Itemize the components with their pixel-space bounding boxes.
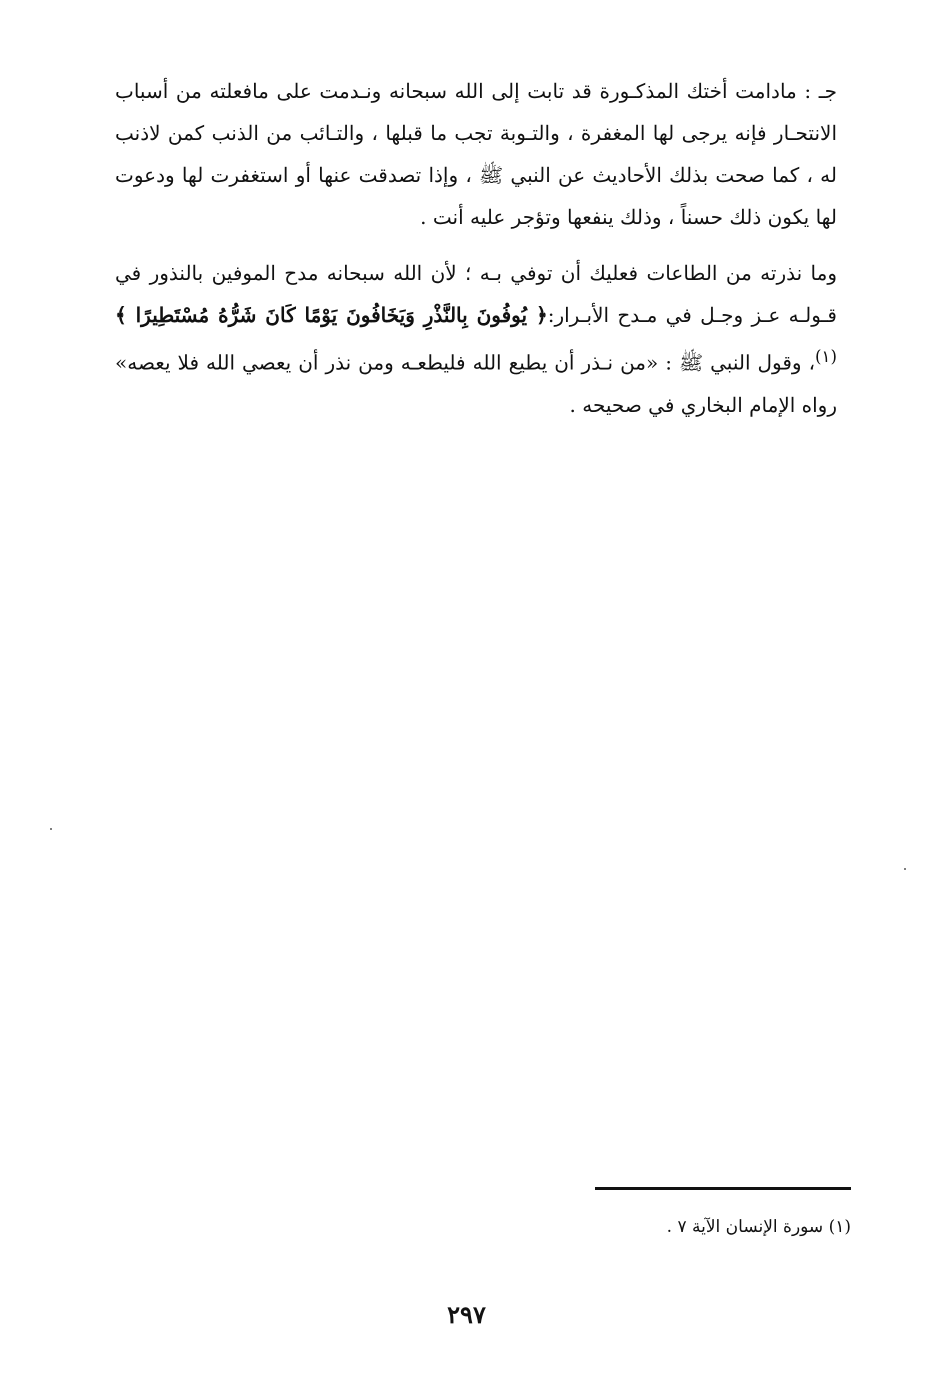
quran-verse: ﴿ يُوفُونَ بِالنَّذْرِ وَيَخَافُونَ يَوْمًا كَانَ شَرُّهُ مُسْتَطِيرًا ﴾	[115, 303, 548, 327]
footnote-divider	[595, 1187, 851, 1190]
vow-rest: ، وقول النبي ﷺ : «من نـذر أن يطيع الله فليطعـه ومن نذر أن يعصي الله فلا يعصه» رواه الإمام البخاري في صحيحه .	[115, 350, 837, 417]
vow-paragraph	[115, 252, 837, 426]
footnote-reference: (١)	[815, 347, 837, 366]
answer-paragraph: جـ : مادامت أختك المذكـورة قد تابت إلى الله سبحانه ونـدمت على مافعلته من أسباب الانتحـار فإنه يرجى لها المغفرة ، والتـوبة تجب ما قبلها ، والتـائب من الذنب كمن لاذنب له ، كما صحت بذلك الأحاديث عن النبي ﷺ ، وإذا تصدقت عنها أو استغفرت لها ودعوت لها يكون ذلك حسناً ، وذلك ينفعها وتؤجر عليه أنت .	[115, 79, 837, 229]
scan-speck	[904, 868, 906, 870]
vow-intro: وما نذرته من الطاعات فعليك أن توفي بـه ؛ لأن الله سبحانه مدح الموفين بالنذور في قـولـه عـز وجـل في مـدح الأبـرار:	[115, 261, 837, 327]
scan-speck	[50, 828, 52, 830]
footnote: (١) سورة الإنسان الآية ٧ .	[666, 1217, 851, 1237]
body-text	[115, 70, 837, 440]
page-number: ٢٩٧	[447, 1300, 486, 1329]
